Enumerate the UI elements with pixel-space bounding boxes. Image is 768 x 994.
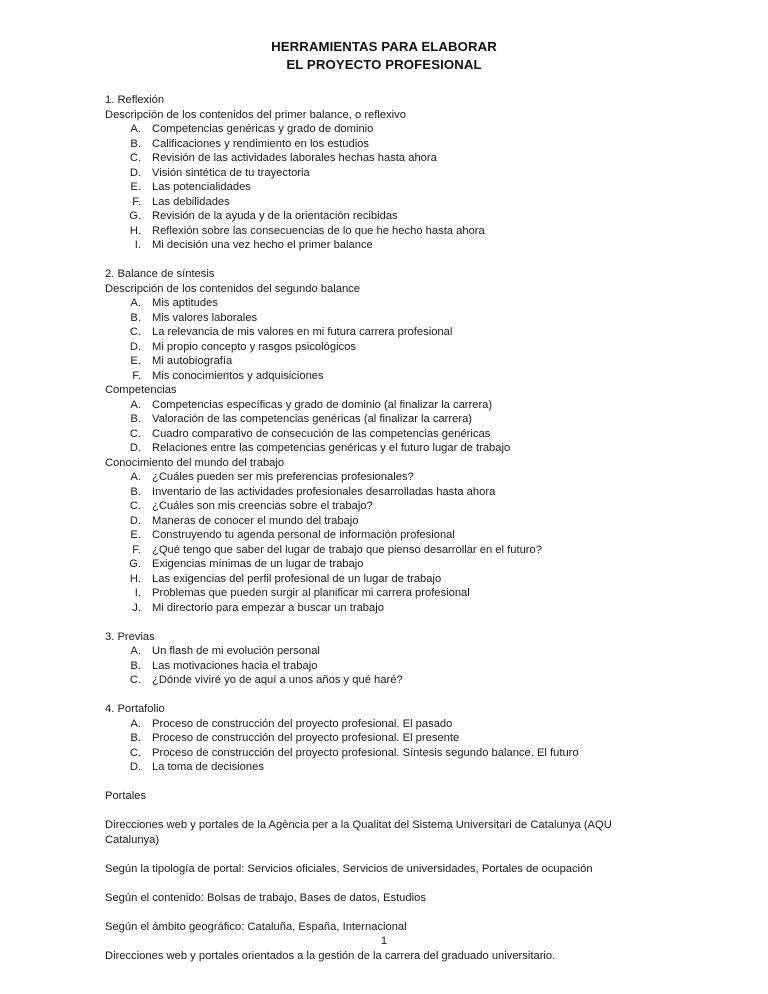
section-balance-de-sintesis [105, 267, 663, 615]
section-item-list [105, 717, 663, 775]
list-item [105, 543, 663, 558]
subgroup-item-list-conocimiento [105, 470, 663, 615]
list-item-marker: F. [132, 543, 141, 556]
list-item-marker: B. [130, 659, 141, 672]
list-item-label: Maneras de conocer el mundo del trabajo [152, 514, 359, 527]
list-item-marker: A. [130, 471, 141, 483]
list-item-marker: B. [130, 137, 141, 150]
list-item-marker: I. [134, 239, 141, 251]
list-item-marker: F. [132, 195, 141, 208]
section-portafolio [105, 702, 663, 775]
list-item-marker: C. [129, 500, 141, 512]
list-item-label: ¿Cuáles pueden ser mis preferencias profesionales? [152, 471, 414, 483]
list-item [105, 180, 663, 195]
list-item-marker: E. [130, 181, 141, 193]
page-title [105, 38, 663, 73]
subgroup-heading-competencias: Competencias [105, 384, 177, 396]
list-item-label: Las exigencias del perfil profesional de un lugar de trabajo [152, 572, 442, 585]
list-item-label: Visión sintética de tu trayectoria [152, 166, 310, 179]
list-item-label: Mi decisión una vez hecho el primer balance [152, 239, 373, 251]
list-item-marker: F. [132, 369, 141, 382]
list-item-marker: C. [129, 674, 141, 686]
list-item [105, 209, 663, 224]
list-item-label: Mi directorio para empezar a buscar un trabajo [152, 601, 384, 614]
list-item-marker: H. [129, 224, 141, 237]
list-item [105, 673, 663, 688]
list-item [105, 195, 663, 210]
document-content [105, 38, 663, 963]
list-item-label: Competencias específicas y grado de dominio (al finalizar la carrera) [152, 398, 493, 411]
list-item-marker: D. [129, 514, 141, 527]
list-item-marker: D. [129, 442, 141, 454]
list-item [105, 311, 663, 326]
list-item-marker: I. [134, 587, 141, 599]
list-item-marker: G. [129, 558, 141, 570]
list-item-label: Reflexión sobre las consecuencias de lo que he hecho hasta ahora [152, 224, 485, 237]
list-item [105, 485, 663, 500]
list-item-label: Construyendo tu agenda personal de información profesional [152, 529, 455, 541]
list-item [105, 412, 663, 427]
list-item-label: Un flash de mi evolución personal [152, 645, 320, 657]
list-item-marker: B. [130, 485, 141, 498]
subgroup-heading-conocimiento-mundo-trabajo: Conocimiento del mundo del trabajo [105, 456, 285, 469]
list-item-marker: A. [130, 297, 141, 309]
list-item-label: Revisión de las actividades laborales hechas hasta ahora [152, 152, 437, 164]
section-subheading: Descripción de los contenidos del segundo balance [105, 282, 360, 295]
list-item-label: La toma de decisiones [152, 761, 264, 773]
section-item-list [105, 644, 663, 688]
list-item [105, 601, 663, 616]
list-item-marker: B. [130, 311, 141, 324]
list-item [105, 572, 663, 587]
list-item [105, 137, 663, 152]
list-item-label: Proceso de construcción del proyecto profesional. El pasado [152, 717, 453, 730]
list-item-label: Cuadro comparativo de consecución de las competencias genéricas [152, 427, 491, 440]
section-subheading: Descripción de los contenidos del primer balance, o reflexivo [105, 108, 406, 121]
list-item-marker: A. [130, 123, 141, 135]
list-item [105, 644, 663, 659]
list-item [105, 731, 663, 746]
section-item-list [105, 296, 663, 383]
list-item-label: Las debilidades [152, 195, 230, 208]
section-item-list [105, 122, 663, 253]
list-item-label: La relevancia de mis valores en mi futura carrera profesional [152, 326, 453, 338]
list-item-label: Mis conocimientos y adquisiciones [152, 369, 324, 382]
portales-heading: Portales [105, 790, 147, 802]
list-item-marker: C. [129, 152, 141, 164]
list-item-marker: E. [130, 529, 141, 541]
list-item [105, 369, 663, 384]
list-item-label: Las potencialidades [152, 181, 251, 193]
list-item [105, 166, 663, 181]
list-item [105, 340, 663, 355]
list-item-marker: D. [129, 761, 141, 773]
list-item-label: Mi autobiografía [152, 355, 233, 367]
portales-paragraph: Según el ámbito geográfico: Cataluña, España, Internacional [105, 920, 407, 933]
list-item [105, 499, 663, 514]
list-item [105, 557, 663, 572]
section-heading: 3. Previas [105, 630, 155, 643]
list-item [105, 717, 663, 732]
list-item-marker: H. [129, 572, 141, 585]
list-item-label: Las motivaciones hacia el trabajo [152, 659, 318, 672]
list-item-label: Mi propio concepto y rasgos psicológicos [152, 340, 356, 353]
list-item-label: Competencias genéricas y grado de dominio [152, 123, 374, 135]
list-item [105, 122, 663, 137]
list-item [105, 296, 663, 311]
list-item-marker: D. [129, 166, 141, 179]
page-number: 1 [380, 935, 388, 947]
list-item [105, 514, 663, 529]
list-item-label: Exigencias mínimas de un lugar de trabajo [152, 558, 364, 570]
section-heading: 4. Portafolio [105, 703, 165, 715]
list-item-label: Inventario de las actividades profesionales desarrolladas hasta ahora [152, 485, 496, 498]
list-item [105, 238, 663, 253]
portales-paragraph: Según el contenido: Bolsas de trabajo, Bases de datos, Estudios [105, 891, 426, 904]
subgroup-item-list-competencias [105, 398, 663, 456]
section-heading: 1. Reflexión [105, 94, 165, 106]
list-item [105, 470, 663, 485]
list-item-label: Calificaciones y rendimiento en los estudios [152, 137, 370, 150]
list-item [105, 151, 663, 166]
list-item-label: Mis aptitudes [152, 297, 218, 309]
portales-paragraph: Direcciones web y portales de la Agència per a la Qualitat del Sistema Universitari de Catalunya (AQU Catalunya) [105, 819, 612, 846]
list-item-label: Valoración de las competencias genéricas (al finalizar la carrera) [152, 413, 473, 425]
list-item-marker: A. [130, 645, 141, 657]
list-item-label: Revisión de la ayuda y de la orientación recibidas [152, 210, 398, 222]
list-item-label: Relaciones entre las competencias genéricas y el futuro lugar de trabajo [152, 442, 511, 454]
section-reflexion [105, 93, 663, 253]
list-item [105, 325, 663, 340]
list-item [105, 441, 663, 456]
list-item [105, 659, 663, 674]
list-item-label: Proceso de construcción del proyecto profesional. El presente [152, 732, 460, 744]
list-item [105, 746, 663, 761]
list-item-marker: B. [130, 732, 141, 744]
list-item [105, 224, 663, 239]
list-item [105, 354, 663, 369]
list-item-marker: C. [129, 746, 141, 759]
list-item-marker: C. [129, 326, 141, 338]
list-item-label: ¿Cuáles son mis creencias sobre el trabajo? [152, 500, 373, 512]
list-item-label: Proceso de construcción del proyecto profesional. Síntesis segundo balance. El futuro [152, 746, 579, 759]
list-item [105, 586, 663, 601]
list-item-label: Mis valores laborales [152, 311, 258, 324]
list-item-marker: B. [130, 413, 141, 425]
list-item [105, 760, 663, 775]
list-item-marker: E. [130, 355, 141, 367]
list-item-marker: C. [129, 427, 141, 440]
list-item-label: ¿Dónde viviré yo de aquí a unos años y qué haré? [152, 674, 403, 686]
list-item [105, 427, 663, 442]
list-item-marker: J. [132, 601, 141, 614]
list-item-label: ¿Qué tengo que saber del lugar de trabajo que pienso desarrollar en el futuro? [152, 543, 542, 556]
list-item-marker: A. [130, 717, 141, 730]
section-previas [105, 630, 663, 688]
portales-paragraph: Direcciones web y portales orientados a la gestión de la carrera del graduado universitario. [105, 949, 556, 962]
list-item [105, 528, 663, 543]
portales-paragraph: Según la tipología de portal: Servicios oficiales, Servicios de universidades, Portales de ocupación [105, 862, 593, 875]
list-item-label: Problemas que pueden surgir al planificar mi carrera profesional [152, 587, 470, 599]
page-title-line-1: HERRAMIENTAS PARA ELABORAR [271, 39, 497, 54]
page-title-line-2: EL PROYECTO PROFESIONAL [286, 56, 482, 72]
list-item-marker: D. [129, 340, 141, 353]
list-item [105, 398, 663, 413]
section-heading: 2. Balance de síntesis [105, 268, 215, 280]
list-item-marker: G. [129, 210, 141, 222]
list-item-marker: A. [130, 398, 141, 411]
